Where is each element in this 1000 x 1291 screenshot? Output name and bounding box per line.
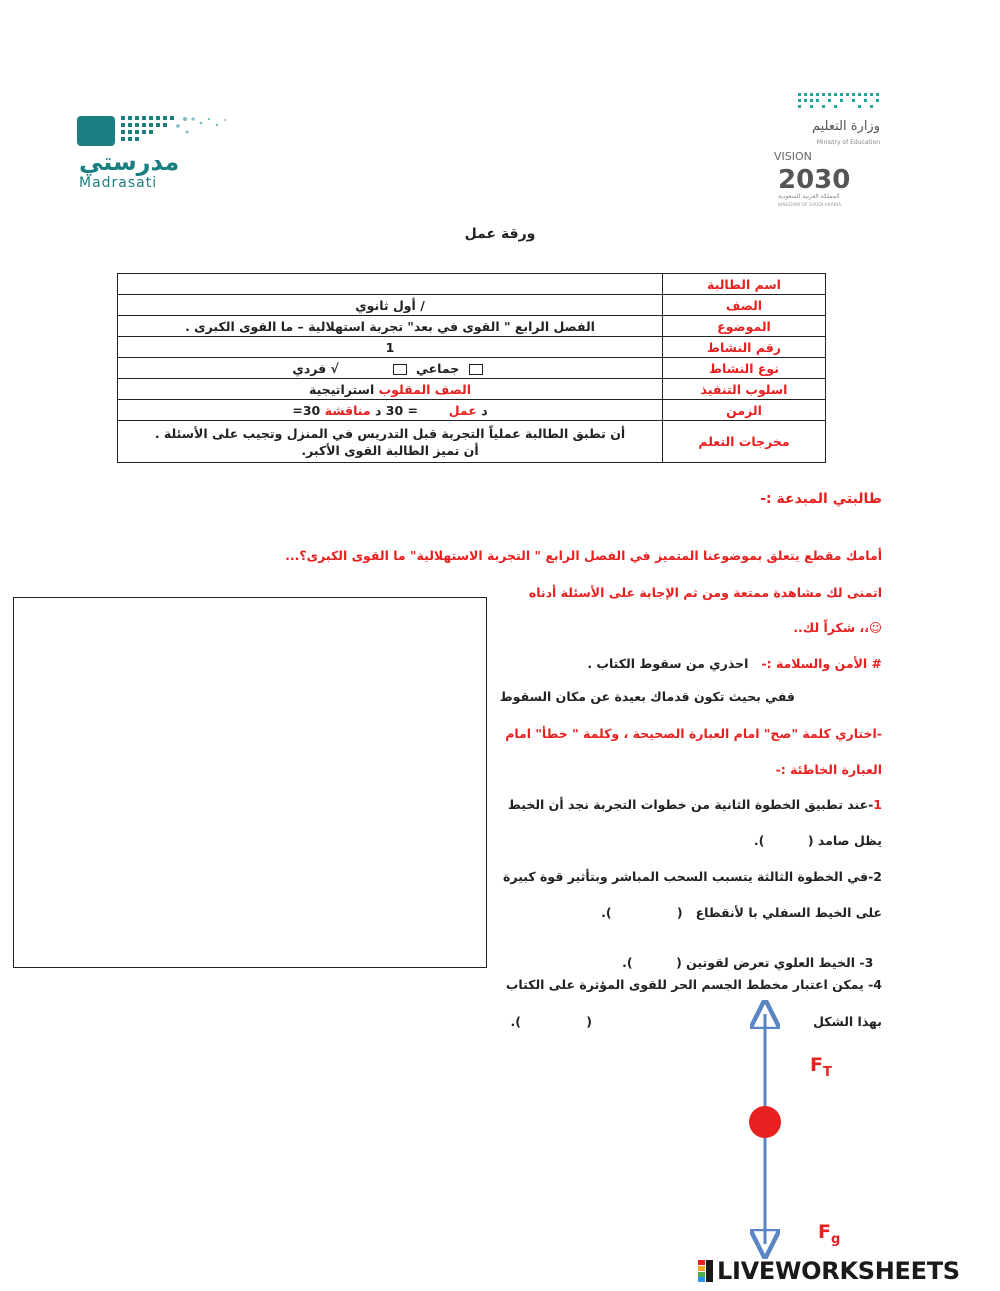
intro-line-1: أمامك مقطع يتعلق بموضوعنا المتميز في الفصل الرابع " التجربة الاستهلالية" ما القوى الكبرى؟...	[285, 548, 882, 563]
question-4-text: - يمكن اعتبار مخطط الجسم الحر للقوى المؤثرة على الكتاب	[505, 977, 874, 992]
time-value	[118, 400, 663, 421]
subject-label: الموضوع	[663, 316, 826, 337]
table-row	[118, 316, 826, 337]
safety-text-2: قفي بحيث تكون قدماك بعيدة عن مكان السقوط	[499, 689, 795, 704]
question-4-line-1	[506, 977, 882, 992]
question-4-number: 4	[873, 977, 882, 992]
method-label: اسلوب التنفيذ	[663, 379, 826, 400]
work-time-value: =30 د	[292, 402, 488, 418]
work-time-label: عمل	[448, 402, 477, 418]
liveworksheets-icon	[698, 1260, 714, 1282]
question-1-number: 1	[873, 797, 882, 812]
student-name-label: اسم الطالبة	[663, 274, 826, 295]
vision-year: 2030	[778, 165, 851, 195]
safety-label: # الأمن والسلامة :-	[761, 656, 882, 671]
instruction-line-2: العبارة الخاطئة :-	[775, 762, 882, 777]
question-2-line-2[interactable]: على الخيط السفلي با لأنقطاع ( ).	[601, 905, 882, 920]
question-1-line-2[interactable]: يظل صامد ( ).	[753, 833, 882, 848]
activity-type-label: نوع النشاط	[663, 358, 826, 379]
question-3-line-1[interactable]	[622, 940, 882, 970]
grade-value: أول ثانوي /	[118, 295, 663, 316]
ministry-latin: Ministry of Education	[816, 139, 880, 146]
kingdom-latin: KINGDOM OF SAUDI ARABIA	[778, 203, 842, 208]
group-label: جماعي	[415, 360, 460, 376]
time-label: الزمن	[663, 400, 826, 421]
ministry-logo	[770, 88, 885, 213]
subject-value: الفصل الرابع " القوى في بعد" تجربة استهلالية – ما القوى الكبرى .	[118, 316, 663, 337]
question-1-text: -عند تطبيق الخطوة الثانية من خطوات التجربة نجد أن الخيط	[507, 797, 874, 812]
activity-number-value: 1	[118, 337, 663, 358]
safety-line	[587, 656, 882, 671]
instruction-line-1: -اختاري كلمة "صح" امام العبارة الصحيحة ، وكلمة " خطأ" امام	[505, 726, 882, 741]
method-strategy-name: الصف المقلوب	[378, 381, 471, 397]
intro-line-2: اتمنى لك مشاهدة ممتعة ومن ثم الإجابة على الأسئلة أدناه	[528, 585, 882, 600]
question-4-answer[interactable]: ( ).	[510, 1014, 592, 1029]
question-1-line-1	[508, 797, 882, 812]
free-body-diagram	[740, 1000, 860, 1260]
safety-text: احذري من سقوط الكتاب .	[587, 656, 749, 671]
table-row	[118, 400, 826, 421]
question-3-text: - الخيط العلوي تعرض لقوتين ( ).	[622, 955, 865, 970]
page-title: ورقة عمل	[464, 226, 536, 242]
discussion-time-label: مناقشة	[324, 402, 371, 418]
madrasati-latin: Madrasati	[79, 175, 158, 190]
liveworksheets-brand	[698, 1257, 960, 1285]
thanks-text: ☺،، شكراً لك..	[793, 620, 882, 635]
brand-text: LIVEWORKSHEETS	[717, 1257, 960, 1285]
gravity-force-label: $F_g$	[818, 1221, 841, 1247]
individual-label: √ فردي	[292, 360, 339, 376]
method-strategy-label: استراتيجية	[309, 381, 375, 397]
table-row	[118, 274, 826, 295]
activity-type-value	[118, 358, 663, 379]
individual-checkbox[interactable]	[469, 364, 483, 375]
tension-force-label: $F_T$	[810, 1054, 832, 1080]
discussion-time-value: = 30 د	[375, 402, 419, 418]
question-4-line-2: بهذا الشكل	[813, 1014, 882, 1029]
group-checkbox[interactable]	[393, 364, 407, 375]
table-row	[118, 421, 826, 463]
table-row	[118, 358, 826, 379]
activity-number-label: رقم النشاط	[663, 337, 826, 358]
outcome-2: أن تميز الطالبة القوى الأكبر.	[301, 442, 479, 458]
mass-dot	[749, 1106, 781, 1138]
method-value	[118, 379, 663, 400]
question-2-line-1	[503, 869, 882, 884]
question-3-number: 3	[864, 955, 874, 970]
outcomes-value	[118, 421, 663, 463]
student-name-value[interactable]	[118, 274, 663, 295]
info-table	[117, 273, 826, 463]
table-row	[118, 337, 826, 358]
ministry-arabic: وزارة التعليم	[811, 119, 880, 134]
madrasati-logo	[75, 110, 245, 190]
kingdom-arabic: المملكة العربية السعودية	[778, 193, 840, 200]
vision-label: VISION	[774, 150, 812, 163]
greeting: طالبتي المبدعة :-	[760, 491, 882, 507]
question-2-text: -في الخطوة الثالثة يتسبب السحب المباشر وبتأثير قوة كبيرة	[503, 869, 874, 884]
table-row	[118, 379, 826, 400]
outcome-1: أن تطبق الطالبة عملياً التجربة قبل التدريس في المنزل وتجيب على الأسئلة .	[154, 425, 626, 441]
table-row	[118, 295, 826, 316]
grade-label: الصف	[663, 295, 826, 316]
video-embed-box[interactable]	[13, 597, 487, 968]
group-option	[383, 361, 459, 376]
madrasati-arabic: مدرستي	[79, 148, 180, 176]
outcomes-label: مخرجات التعلم	[663, 421, 826, 463]
question-2-number: 2	[873, 869, 882, 884]
